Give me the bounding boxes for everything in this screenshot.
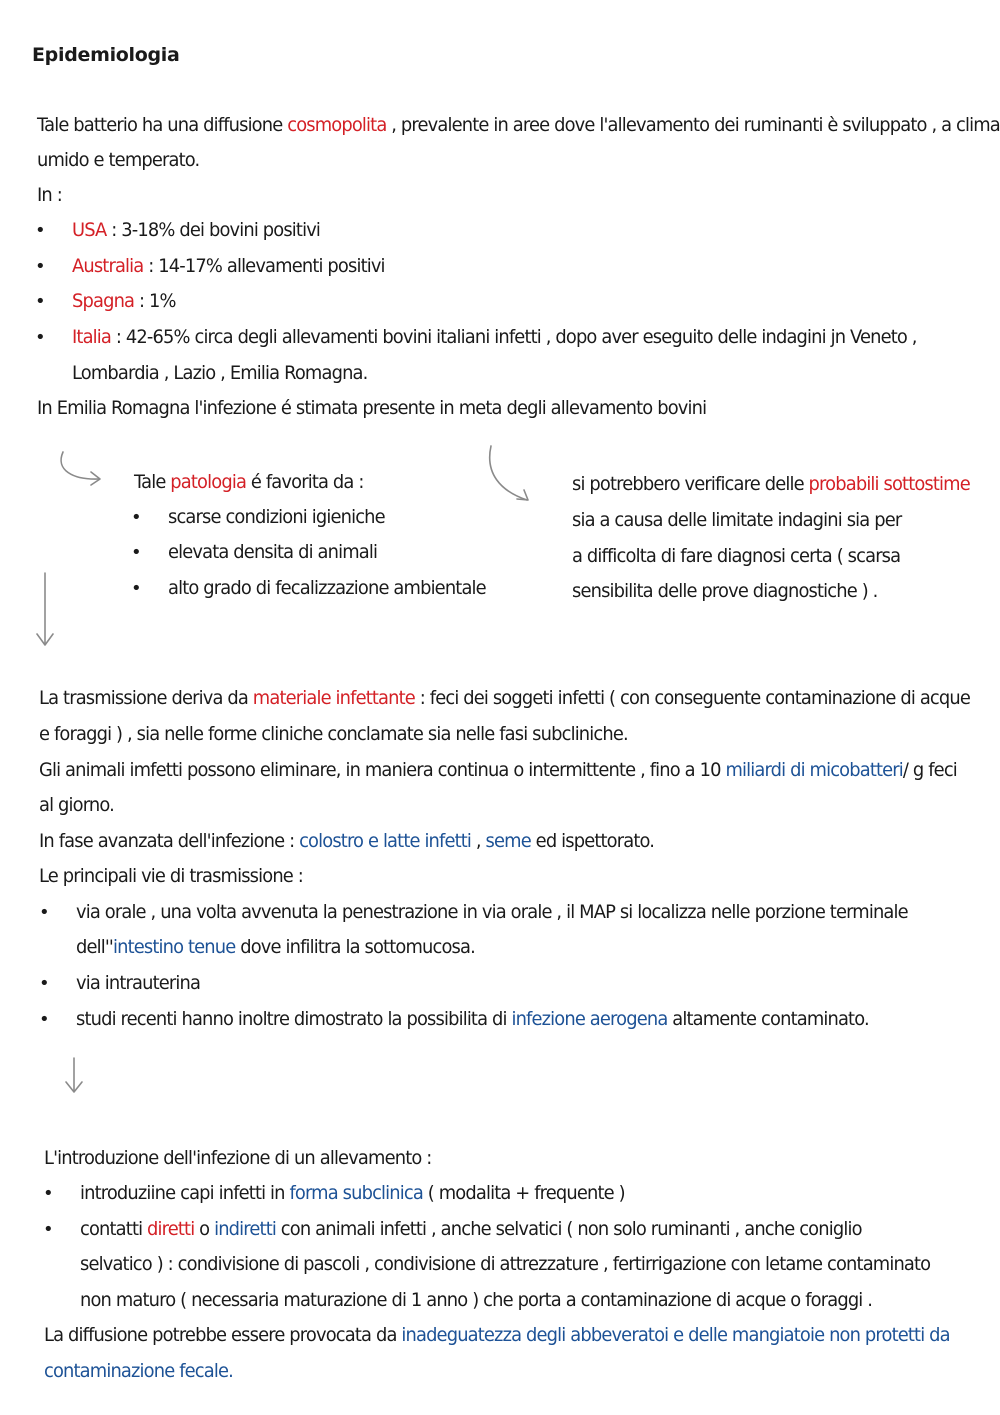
right-box-line-1: si potrebbero verificare delle probabili sottostime bbox=[572, 473, 970, 495]
intro-line-2: umido e temperato. bbox=[37, 149, 200, 171]
transmission-item-oral-cont: dell''intestino tenue dove infilitra la sottomucosa. bbox=[76, 936, 475, 958]
bullet-icon: • bbox=[39, 902, 50, 923]
transmission-line-2: e foraggi ) , sia nelle forme cliniche conclamate sia nelle fasi subcliniche. bbox=[39, 723, 628, 745]
down-arrow-icon bbox=[60, 1055, 90, 1100]
list-item-italia: Italia : 42-65% circa degli allevamenti bovini italiani infetti , dopo aver eseguito delle indagini jn Veneto , bbox=[72, 326, 917, 348]
introduction-item-2: contatti diretti o indiretti con animali infetti , anche selvatici ( non solo ruminanti , anche coniglio bbox=[80, 1218, 862, 1240]
transmission-item-aerogenous: studi recenti hanno inoltre dimostrato la possibilita di infezione aerogena altamente contaminato. bbox=[76, 1008, 869, 1030]
introduction-item-2-cont-1: selvatico ) : condivisione di pascoli , condivisione di attrezzature , fertirrigazione con letame contaminato bbox=[80, 1253, 931, 1275]
page-title: Epidemiologia bbox=[32, 44, 180, 66]
bullet-icon: • bbox=[39, 973, 50, 994]
transmission-line-1: La trasmissione deriva da materiale infettante : feci dei soggeti infetti ( con conseguente contaminazione di acque bbox=[39, 687, 971, 709]
bullet-icon: • bbox=[35, 220, 46, 241]
right-box-line-3: a difficolta di fare diagnosi certa ( scarsa bbox=[572, 545, 901, 567]
left-box-item: alto grado di fecalizzazione ambientale bbox=[168, 577, 486, 599]
bullet-icon: • bbox=[39, 1009, 50, 1030]
diffusion-line-2: contaminazione fecale. bbox=[44, 1360, 233, 1382]
bullet-icon: • bbox=[35, 256, 46, 277]
transmission-line-4: al giorno. bbox=[39, 794, 114, 816]
transmission-line-6: Le principali vie di trasmissione : bbox=[39, 865, 303, 887]
list-item-australia: Australia : 14-17% allevamenti positivi bbox=[72, 255, 385, 277]
curved-arrow-icon bbox=[485, 443, 545, 513]
list-item-italia-cont: Lombardia , Lazio , Emilia Romagna. bbox=[72, 362, 368, 384]
introduction-line-1: L'introduzione dell'infezione di un allevamento : bbox=[44, 1147, 432, 1169]
bullet-icon: • bbox=[35, 291, 46, 312]
transmission-line-3: Gli animali imfetti possono eliminare, in maniera continua o intermittente , fino a 10 miliardi di micobatteri/ g feci bbox=[39, 759, 957, 781]
intro-line-3: In : bbox=[37, 184, 62, 206]
transmission-item-intrauterine: via intrauterina bbox=[76, 972, 201, 994]
introduction-item-1: introduziine capi infetti in forma subclinica ( modalita + frequente ) bbox=[80, 1182, 625, 1204]
left-box-item: elevata densita di animali bbox=[168, 541, 378, 563]
left-box-intro: Tale patologia é favorita da : bbox=[134, 471, 364, 493]
intro-line-last: In Emilia Romagna l'infezione é stimata presente in meta degli allevamento bovini bbox=[37, 397, 707, 419]
bullet-icon: • bbox=[131, 578, 142, 599]
curved-arrow-icon bbox=[55, 448, 115, 493]
down-arrow-icon bbox=[30, 570, 60, 650]
bullet-icon: • bbox=[131, 507, 142, 528]
bullet-icon: • bbox=[131, 542, 142, 563]
transmission-item-oral: via orale , una volta avvenuta la penestrazione in via orale , il MAP si localizza nelle porzione terminale bbox=[76, 901, 908, 923]
intro-line-1: Tale batterio ha una diffusione cosmopolita , prevalente in aree dove l'allevamento dei ruminanti è sviluppato , a clima bbox=[37, 114, 1000, 136]
right-box-line-4: sensibilita delle prove diagnostiche ) . bbox=[572, 580, 878, 602]
right-box-line-2: sia a causa delle limitate indagini sia per bbox=[572, 509, 902, 531]
diffusion-line-1: La diffusione potrebbe essere provocata da inadeguatezza degli abbeveratoi e delle mangiatoie non protetti da bbox=[44, 1324, 950, 1346]
bullet-icon: • bbox=[35, 327, 46, 348]
list-item-spagna: Spagna : 1% bbox=[72, 290, 176, 312]
list-item-usa: USA : 3-18% dei bovini positivi bbox=[72, 219, 321, 241]
introduction-item-2-cont-2: non maturo ( necessaria maturazione di 1 anno ) che porta a contaminazione di acque o foraggi . bbox=[80, 1289, 873, 1311]
bullet-icon: • bbox=[43, 1219, 54, 1240]
left-box-item: scarse condizioni igieniche bbox=[168, 506, 385, 528]
transmission-line-5: In fase avanzata dell'infezione : colostro e latte infetti , seme ed ispettorato. bbox=[39, 830, 655, 852]
bullet-icon: • bbox=[43, 1183, 54, 1204]
